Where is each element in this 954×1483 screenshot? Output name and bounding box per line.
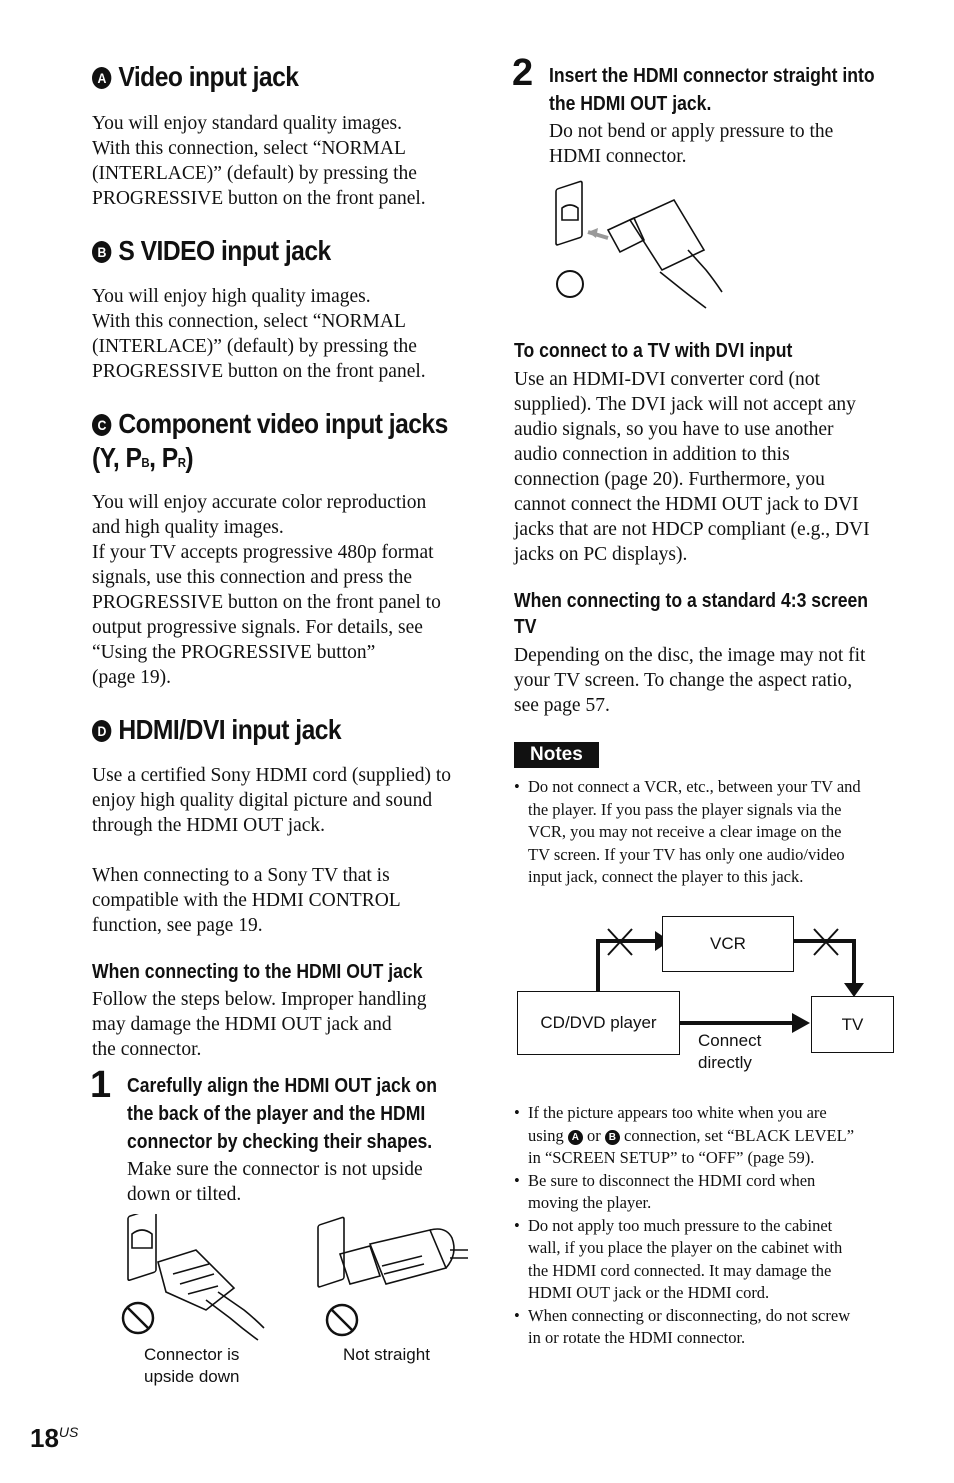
heading-hdmi-out: When connecting to the HDMI OUT jack (92, 961, 423, 983)
list-item: • If the picture appears too white when you are using A or B connection, set “BLACK LEVEL” in “SCREEN SETUP” to “OFF” (page 59). (514, 1102, 906, 1170)
hdmi-dvi-body-2: When connecting to a Sony TV that is compatible with the HDMI CONTROL function, see page 19. (92, 865, 401, 936)
step-2-number: 2 (512, 52, 534, 94)
hdmi-out-body: Follow the steps below. Improper handling may damage the HDMI OUT jack and the connector. (92, 989, 427, 1060)
heading-video-input-jack: A Video input jack (92, 60, 431, 94)
list-item: • Do not apply too much pressure to the cabinet wall, if you place the player on the cabinet with the HDMI cord connected. It may damage the HDMI OUT jack or the HDMI cord. (514, 1215, 906, 1305)
insert-straight-illustration (548, 180, 728, 310)
list-item: • Do not connect a VCR, etc., between your TV and the player. If you pass the player signals via the VCR, you may not receive a clear image on the TV screen. If your TV has only one audio/video input jack, connect the player to this jack. (514, 776, 906, 889)
badge-b-small: B (605, 1130, 620, 1145)
heading-standard-43: When connecting to a standard 4:3 screen TV (514, 590, 869, 638)
connect-directly-label: Connect directly (698, 1031, 762, 1072)
standard-43-body: Depending on the disc, the image may not fit your TV screen. To change the aspect ratio, see page 57. (514, 645, 866, 716)
step-1-number: 1 (90, 1064, 112, 1106)
heading-hdmi-dvi-input-jack: D HDMI/DVI input jack (92, 713, 431, 747)
badge-b: B (92, 241, 111, 263)
heading-component-video: C Component video input jacks (Y, PB, PR) (92, 408, 448, 473)
list-item: • Be sure to disconnect the HDMI cord when moving the player. (514, 1170, 906, 1215)
ok-circle-icon (557, 271, 583, 297)
not-straight-illustration (310, 1214, 470, 1344)
hdmi-dvi-body: Use a certified Sony HDMI cord (supplied) to enjoy high quality digital picture and sound through the HDMI OUT jack. (92, 765, 452, 836)
badge-d: D (92, 720, 111, 742)
tv-box: TV (811, 996, 894, 1053)
badge-a-small: A (568, 1130, 583, 1145)
upside-down-illustration (118, 1214, 278, 1344)
badge-a: A (92, 67, 111, 89)
video-input-body: You will enjoy standard quality images. With this connection, select “NORMAL (INTERLACE)” (default) by pressing the PROGRESSIVE button on the front panel. (92, 113, 426, 209)
list-item: • When connecting or disconnecting, do not screw in or rotate the HDMI connector. (514, 1305, 906, 1350)
dvi-body: Use an HDMI-DVI converter cord (not supplied). The DVI jack will not accept any audio signals, so you have to use another audio connection in addition to this connection (page 20). Furthermore, you cannot connect the HDMI OUT jack to DVI jacks that are not HDCP compliant (e.g., DVI jacks on PC displays). (514, 369, 870, 565)
step-2-body: Do not bend or apply pressure to the HDMI connector. (549, 121, 834, 167)
player-box: CD/DVD player (517, 991, 680, 1055)
caption-not-straight: Not straight (343, 1345, 430, 1364)
badge-c: C (92, 414, 111, 436)
caption-upside-down: Connector is upside down (144, 1345, 240, 1386)
s-video-body: You will enjoy high quality images. With this connection, select “NORMAL (INTERLACE)” (default) by pressing the PROGRESSIVE button on the front panel. (92, 286, 426, 382)
step-1-body: Make sure the connector is not upside down or tilted. (127, 1159, 423, 1205)
notes-first (514, 776, 906, 889)
heading-dvi: To connect to a TV with DVI input (514, 340, 793, 362)
notes-label: Notes (514, 742, 599, 768)
step-2-title: Insert the HDMI connector straight into the HDMI OUT jack. (549, 65, 875, 115)
notes-second (514, 1102, 906, 1350)
page-number: 18US (30, 1423, 79, 1453)
vcr-box: VCR (662, 916, 794, 972)
heading-s-video-input-jack: B S VIDEO input jack (92, 234, 431, 268)
component-video-body: You will enjoy accurate color reproduction and high quality images. If your TV accepts progressive 480p format signals, use this connection and press the PROGRESSIVE button on the front panel to output progressive signals. For details, see “Using the PROGRESSIVE button” (page 19). (92, 492, 441, 688)
step-1-title: Carefully align the HDMI OUT jack on the back of the player and the HDMI connector by checking their shapes. (127, 1075, 438, 1153)
